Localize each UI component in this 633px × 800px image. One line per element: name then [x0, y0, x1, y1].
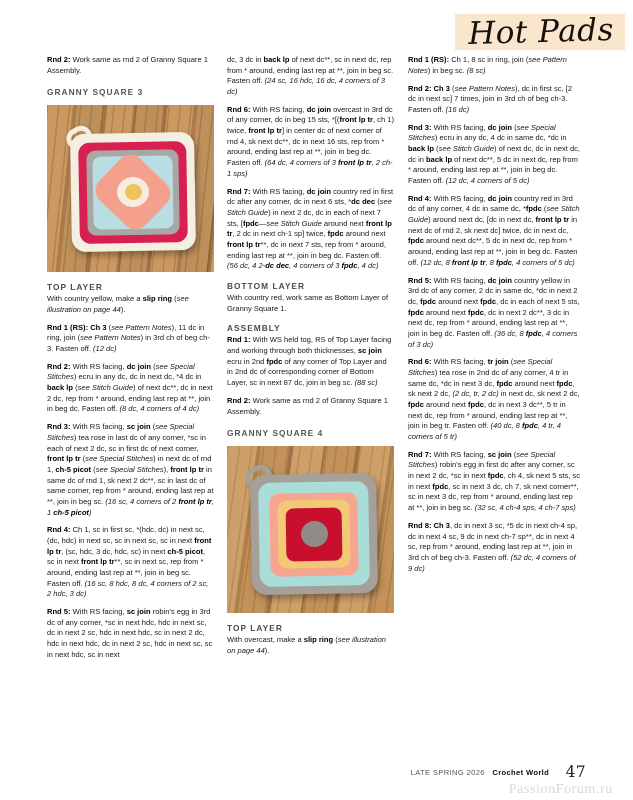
paragraph-c3-rnd7: Rnd 7: With RS facing, sc join (see Special Stitches) robin's egg in first dc after any corner, sc in next 2 dc, *sc in next fpdc, ch 4, sk next 5 sts, sc in next fpdc, sc in next 3 dc, ch 7, sk next corner**, sc in next 3 dc, rep from * around, ending last rep at **, join in beg sc. (32 sc, 4 ch-4 sps, 4 ch-7 sps): [408, 449, 580, 513]
column-3: [408, 55, 580, 574]
paragraph-c2-rnd5-cont: dc, 3 dc in back lp of next dc**, sc in next dc, rep from * around, ending last rep at **, join in beg sc. Fasten off. (24 sc, 16 hdc, 16 dc, 4 corners of 3 dc): [227, 55, 394, 96]
page-number: 47: [565, 763, 586, 781]
paragraph-assembly-rnd2: Rnd 2: Work same as rnd 2 of Granny Square 1 Assembly.: [227, 395, 388, 416]
photo-granny-square-4: [227, 446, 394, 613]
footer-issue: LATE SPRING 2026: [410, 768, 485, 777]
border-country-yellow: [277, 499, 350, 568]
column-2: [227, 55, 394, 656]
center-overcast-gray: [300, 521, 327, 547]
heading-bottom-layer: BOTTOM LAYER: [227, 280, 306, 291]
center-tea-rose: [90, 149, 176, 235]
paragraph-c1-rnd2: Rnd 2: With RS facing, dc join (see Special Stitches) ecru in any dc, dc in next dc, *4 dc in back lp (see Stitch Guide) of next dc**, dc in next 2 dc, rep from * around, ending last rep at **, join in beg dc. Fasten off. (8 dc, 4 corners of 4 dc): [47, 361, 213, 414]
paragraph-c3-rnd8: Rnd 8: Ch 3, dc in next 3 sc, *5 dc in next ch-4 sp, dc in next 4 sc, 9 dc in next ch-7 sp**, dc in next 4 sc, rep from * around, ending last rep at **, join in 3rd ch of beg ch-3. Fasten off. (52 dc, 4 corners of 9 dc): [408, 520, 578, 573]
paragraph-c1-rnd1: Rnd 1 (RS): Ch 3 (see Pattern Notes), 11 dc in ring, join (see Pattern Notes) in 3rd ch of beg ch-3. Fasten off. (12 dc): [47, 322, 210, 353]
paragraph-assembly-rnd1: Rnd 1: With WS held tog, RS of Top Layer facing and working through both thicknesses, sc join ecru in 2nd fpdc of any corner of Top Layer and in 2nd dc of corresponding corner of Bottom Layer, sc in next 87 dc, join in beg sc. (88 sc): [227, 335, 392, 388]
center-ecru: [117, 177, 150, 208]
footer-magazine-title: Crochet World: [492, 768, 550, 777]
paragraph-c3-rnd4: Rnd 4: With RS facing, dc join country red in 3rd dc of any corner, 4 dc in same dc, *fpdc (see Stitch Guide) around next dc, [dc in next dc, front lp tr in next dc of rnd 2, sk next dc] twice, dc in next dc, fpdc around next dc**, 5 dc in next dc, rep from * around, ending last rep at **, join in beg dc. Fasten off. (12 dc, 8 front lp tr, 8 fpdc, 4 corners of 5 dc): [408, 193, 580, 267]
paragraph-c2-rnd7: Rnd 7: With RS facing, dc join country red in first dc after any corner, dc in next 6 sts, *dc dec (see Stitch Guide) in next 2 dc, dc in each of next 7 sts, [fpdc—see Stitch Guide around next front lp tr, 2 dc in next ch-1 sp] twice, fpdc around next front lp tr**, dc in next 7 sts, rep from * around, ending last rep at **, join in beg dc. Fasten off. (56 dc, 4 2-dc dec, 4 corners of 3 fpdc, 4 dc): [227, 186, 394, 271]
paragraph-c1-rnd4: Rnd 4: Ch 1, sc in first sc, *(hdc, dc) in next sc, (dc, hdc) in next sc, sc in next sc, sc in next front lp tr, (sc, hdc, 3 dc, hdc, sc) in next ch-5 picot, sc in next front lp tr**, sc in next sc, rep from * around, ending last rep at **, join in beg sc. Fasten off. (16 sc, 8 hdc, 8 dc, 4 corners of 2 sc, 2 hdc, 3 dc): [47, 525, 212, 599]
paragraph-c2-rnd6: Rnd 6: With RS facing, dc join overcast in 3rd dc of any corner, dc in beg 15 sts, *[(front lp tr, ch 1) twice, front lp tr] in center dc of next corner of rnd 4, sk next dc**, dc in next 16 sts, rep from * around, ending last rep at **, join in beg dc. Fasten off. (64 dc, 4 corners of 3 front lp tr, 2 ch-1 sps): [227, 104, 394, 178]
border-robins-egg: [92, 155, 173, 229]
paragraph-bottom-layer: With country red, work same as Bottom Layer of Granny Square 1.: [227, 293, 389, 313]
paragraph-rnd2-assembly: Rnd 2: Work same as rnd 2 of Granny Square 1 Assembly.: [47, 55, 208, 75]
page-footer: [0, 763, 633, 781]
heading-top-layer-2: TOP LAYER: [227, 622, 283, 633]
photo-granny-square-3: [47, 105, 214, 272]
paragraph-c3-rnd1: Rnd 1 (RS): Ch 1, 8 sc in ring, join (see Pattern Notes) in beg sc. (8 sc): [408, 55, 567, 75]
heading-assembly: ASSEMBLY: [227, 323, 281, 334]
heading-granny-square-4: GRANNY SQUARE 4: [227, 428, 324, 439]
center-country-yellow: [124, 184, 141, 200]
watermark: PassionForum.ru: [508, 782, 613, 797]
border-country-red: [78, 141, 188, 244]
paragraph-top-layer-2: With overcast, make a slip ring (see illustration on page 44).: [227, 635, 386, 655]
paragraph-c3-rnd2: Rnd 2: Ch 3 (see Pattern Notes), dc in first sc, [2 dc in next sc] 7 times, join in 3rd ch of beg ch-3. Fasten off. (16 dc): [408, 83, 573, 114]
paragraph-c3-rnd3: Rnd 3: With RS facing, dc join (see Special Stitches) ecru in any dc, 4 dc in same dc, *dc in back lp (see Stitch Guide) of next dc, dc in next dc, dc in back lp of next dc**, 5 dc in next dc, rep from * around, ending last rep at **, join in beg dc. Fasten off. (12 dc, 4 corners of 5 dc): [408, 122, 581, 185]
border-overcast-gray: [86, 149, 179, 236]
potholder-granny-square-4: [250, 473, 378, 595]
column-1: [47, 55, 214, 660]
paragraph-c3-rnd5: Rnd 5: With RS facing, dc join country yellow in 3rd dc of any corner, 2 dc in same dc, *dc in next 2 dc, fpdc around next fpdc, dc in each of next 5 sts, fpdc around next fpdc, dc in next 2 dc**, 3 dc in next dc, rep from * around, ending last rep at **, join in beg dc. Fasten off. (36 dc, 8 fpdc, 4 corners of 3 dc): [408, 275, 580, 349]
paragraph-top-layer-1: With country yellow, make a slip ring (see illustration on page 44).: [47, 294, 189, 314]
border-tea-rose: [269, 492, 358, 577]
paragraph-c3-rnd6: Rnd 6: With RS facing, tr join (see Special Stitches) tea rose in 2nd dc of any corner, 4 tr in same dc, *dc in next 3 dc, fpdc around next fpdc, sk next 2 dc, (2 dc, tr, 2 dc) in next dc, sk next 2 dc, fpdc around next fpdc, dc in next 3 dc**, 5 tr in next dc, rep from * around, ending last rep at **, join in beg tr. Fasten off. (40 dc, 8 fpdc, 4 tr, 4 corners of 5 tr): [408, 357, 580, 441]
heading-top-layer-1: TOP LAYER: [47, 281, 103, 292]
heading-granny-square-3: GRANNY SQUARE 3: [47, 87, 144, 98]
potholder-granny-square-3: [70, 132, 196, 252]
border-robins-egg: [258, 481, 370, 587]
paragraph-c1-rnd3: Rnd 3: With RS facing, sc join (see Special Stitches) tea rose in last dc of any corner, *sc in each of next 2 dc, sc in first dc of next corner, front lp tr (see Special Stitches) in next dc of rnd 1, ch-5 picot (see Special Stitches), front lp tr in same dc of rnd 1, sk next 2 dc**, sc in last dc of same corner, rep from * around, ending last rep at **, join in beg sc. (16 sc, 4 corners of 2 front lp tr, 1 ch-5 picot): [47, 422, 214, 517]
masthead-title: Hot Pads: [467, 11, 615, 53]
center-country-red: [286, 507, 343, 561]
paragraph-c1-rnd5: Rnd 5: With RS facing, sc join robin's egg in 3rd dc of any corner, *sc in next hdc, hdc in next sc, dc in next 2 sc, hdc in next hdc, sc in next 2 dc, hdc in next hdc, dc in next 2 sc, hdc in next sc, sc in next hdc, sc in next: [47, 607, 213, 659]
